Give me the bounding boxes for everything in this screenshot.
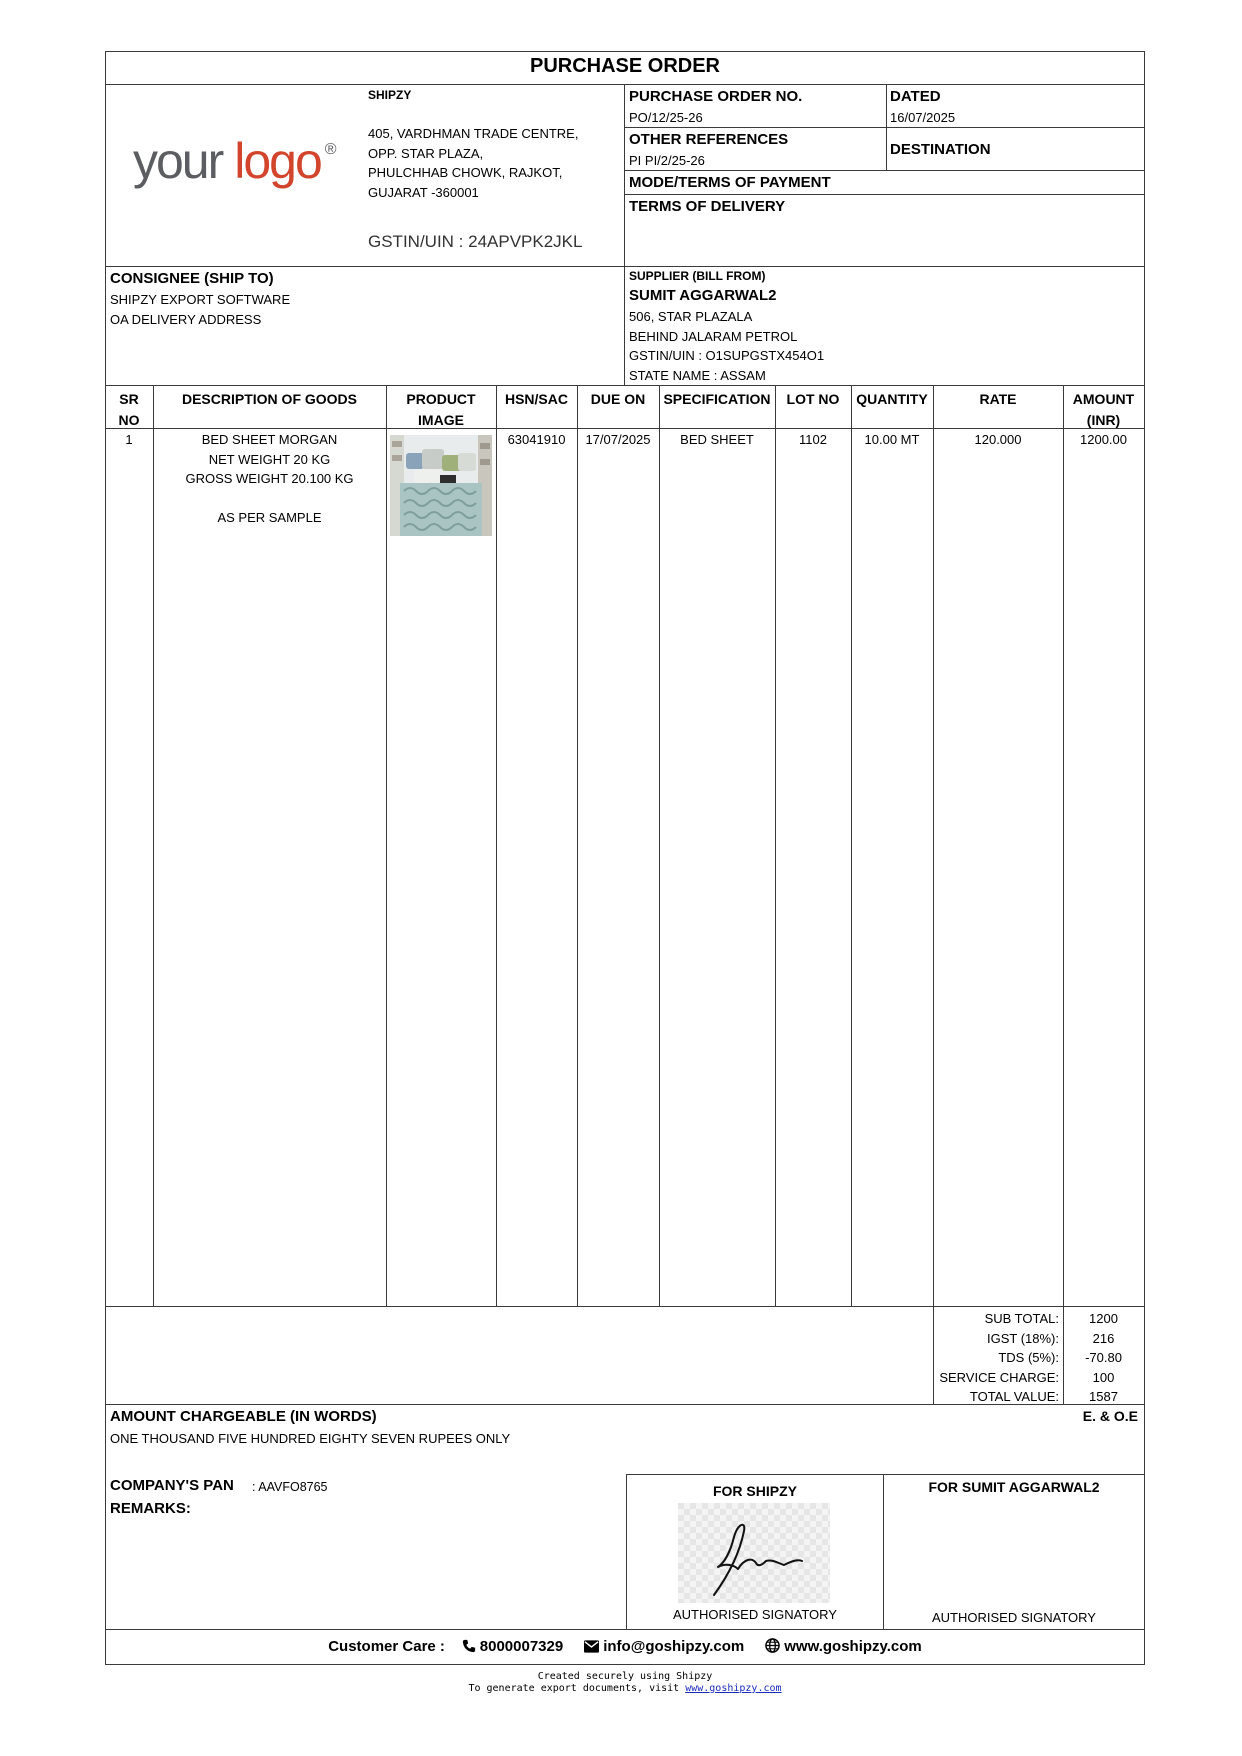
- amount-words-label: AMOUNT CHARGEABLE (IN WORDS): [110, 1408, 377, 1425]
- document-title: PURCHASE ORDER: [529, 55, 721, 77]
- col-header-description: DESCRIPTION OF GOODS: [181, 391, 357, 407]
- footer-link[interactable]: www.goshipzy.com: [685, 1683, 782, 1694]
- pan-value: : AAVFO8765: [252, 1480, 328, 1494]
- col-header-rate: RATE: [979, 391, 1017, 407]
- globe-icon: [765, 1638, 780, 1657]
- col-header-lot-no: LOT NO: [786, 391, 840, 407]
- subtotal-label: SUB TOTAL:: [984, 1311, 1059, 1326]
- signature-left-caption: AUTHORISED SIGNATORY: [673, 1607, 837, 1622]
- other-references-label: OTHER REFERENCES: [629, 131, 789, 148]
- row-hsn: 63041910: [507, 432, 566, 447]
- total-value-label: TOTAL VALUE:: [969, 1389, 1059, 1404]
- totals-values: [1063, 1309, 1144, 1407]
- col-header-specification: SPECIFICATION: [663, 391, 771, 407]
- company-gstin: GSTIN/UIN : 24APVPK2JKL: [368, 232, 583, 251]
- destination-label: DESTINATION: [890, 141, 991, 158]
- company-logo: your logo ®: [133, 133, 337, 189]
- col-header-product-image: PRODUCT IMAGE: [406, 391, 476, 428]
- igst-label: IGST (18%):: [986, 1330, 1059, 1346]
- footer-line-1: Created securely using Shipzy: [537, 1671, 713, 1682]
- consignee-label: CONSIGNEE (SHIP TO): [110, 270, 274, 287]
- supplier-name: SUMIT AGGARWAL2: [629, 287, 777, 304]
- supplier-label: SUPPLIER (BILL FROM): [629, 269, 766, 283]
- row-rate: 120.000: [974, 432, 1022, 447]
- col-header-hsn: HSN/SAC: [504, 391, 568, 407]
- total-value: 1587: [1089, 1389, 1118, 1404]
- col-header-quantity: QUANTITY: [856, 391, 928, 407]
- signature-right-caption: AUTHORISED SIGNATORY: [932, 1610, 1096, 1625]
- subtotal-value: 1200: [1089, 1311, 1118, 1326]
- pan-label: COMPANY'S PAN: [110, 1477, 234, 1494]
- eoe-label: E. & O.E: [1082, 1408, 1138, 1424]
- row-specification: BED SHEET: [680, 432, 754, 447]
- row-description: BED SHEET MORGAN NET WEIGHT 20 KG GROSS WEIGHT 20.100 KG AS PER SAMPLE: [185, 432, 354, 525]
- website-link[interactable]: www.goshipzy.com: [784, 1638, 922, 1655]
- remarks-label: REMARKS:: [110, 1500, 191, 1517]
- signature-right-title: FOR SUMIT AGGARWAL2: [928, 1479, 1100, 1495]
- row-amount: 1200.00: [1080, 432, 1127, 447]
- phone-number[interactable]: 8000007329: [479, 1638, 564, 1655]
- col-header-due-on: DUE ON: [590, 391, 646, 407]
- po-number-label: PURCHASE ORDER NO.: [629, 88, 803, 105]
- other-references-value: PI PI/2/25-26: [629, 153, 705, 168]
- row-due-on: 17/07/2025: [585, 432, 651, 447]
- company-address: 405, VARDHMAN TRADE CENTRE, OPP. STAR PLAZA, PHULCHHAB CHOWK, RAJKOT, GUJARAT -360001: [368, 126, 579, 200]
- supplier-address: 506, STAR PLAZALA BEHIND JALARAM PETROL GSTIN/UIN : O1SUPGSTX454O1 STATE NAME : ASSAM: [629, 309, 825, 383]
- delivery-terms-label: TERMS OF DELIVERY: [629, 198, 786, 215]
- customer-care-label: Customer Care :: [328, 1638, 445, 1655]
- email-icon: [584, 1640, 599, 1657]
- col-header-sr: SR NO: [118, 391, 140, 428]
- col-header-amount: AMOUNT (INR): [1072, 391, 1135, 428]
- consignee-address: SHIPZY EXPORT SOFTWARE OA DELIVERY ADDRESS: [110, 292, 291, 327]
- signature-left-title: FOR SHIPZY: [712, 1483, 797, 1499]
- footer-line-2: To generate export documents, visit www.goshipzy.com: [468, 1683, 782, 1694]
- service-charge-value: 100: [1092, 1369, 1115, 1385]
- phone-icon: [462, 1639, 476, 1657]
- footer: [105, 1671, 1145, 1695]
- igst-value: 216: [1092, 1330, 1115, 1346]
- row-sr: 1: [125, 432, 133, 447]
- tds-label: TDS (5%):: [998, 1350, 1059, 1365]
- product-image: [390, 435, 492, 536]
- payment-terms-label: MODE/TERMS OF PAYMENT: [629, 174, 831, 191]
- totals-labels: [933, 1309, 1059, 1407]
- service-charge-label: SERVICE CHARGE:: [939, 1369, 1059, 1385]
- row-quantity: 10.00 MT: [864, 432, 920, 447]
- email-address[interactable]: info@goshipzy.com: [603, 1638, 745, 1655]
- dated-label: DATED: [890, 88, 941, 105]
- contact-bar: [105, 1638, 1145, 1657]
- signature-image: [678, 1503, 830, 1603]
- tds-value: -70.80: [1085, 1350, 1122, 1365]
- dated-value: 16/07/2025: [890, 110, 956, 125]
- company-name: SHIPZY: [368, 88, 412, 102]
- row-lot-no: 1102: [799, 432, 827, 447]
- po-number-value: PO/12/25-26: [629, 110, 703, 125]
- amount-words-value: ONE THOUSAND FIVE HUNDRED EIGHTY SEVEN RUPEES ONLY: [110, 1431, 511, 1446]
